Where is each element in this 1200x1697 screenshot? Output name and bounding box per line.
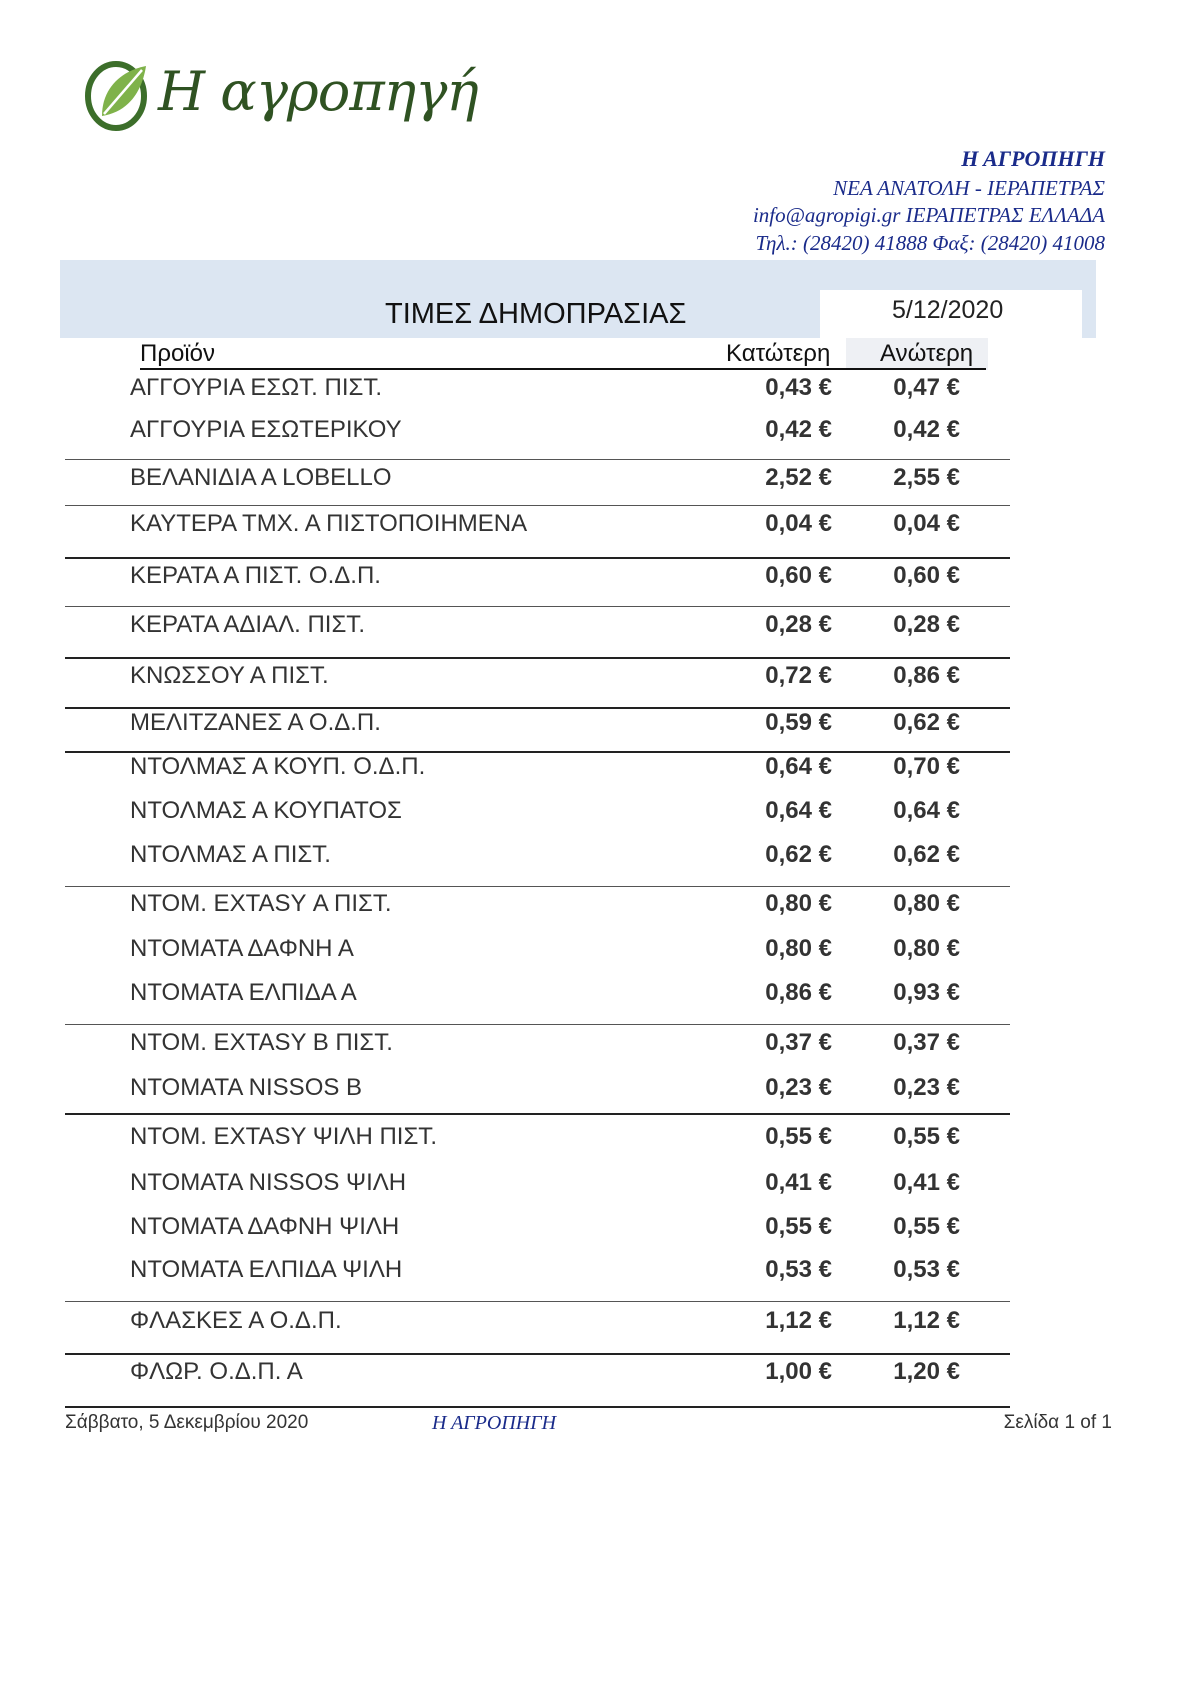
low-price: 0,23 € [765,1074,832,1101]
low-price: 0,37 € [765,1029,832,1056]
leaf-logo-icon [80,56,156,132]
high-price: 0,23 € [893,1074,960,1101]
low-price: 0,42 € [765,416,832,443]
high-price: 0,55 € [893,1123,960,1150]
low-price: 1,00 € [765,1358,832,1385]
table-row [0,935,1200,975]
product-name: ΝΤΟΛΜΑΣ Α ΠΙΣΤ. [130,841,331,868]
product-name: ΚΕΡΑΤΑ ΑΔΙΑΛ. ΠΙΣΤ. [130,611,365,638]
product-name: ΝΤΟΛΜΑΣ Α ΚΟΥΠΑΤΟΣ [130,797,402,824]
high-price: 0,47 € [893,374,960,401]
high-price: 0,93 € [893,979,960,1006]
row-divider [65,657,1010,659]
product-name: ΝΤΟΛΜΑΣ Α ΚΟΥΠ. Ο.Δ.Π. [130,753,426,780]
company-phone-line: Τηλ.: (28420) 41888 Φαξ: (28420) 41008 [755,231,1105,255]
high-price: 0,04 € [893,510,960,537]
product-name: ΝΤΟΜΑΤΑ NISSOS Β [130,1074,363,1101]
table-row [0,510,1200,550]
column-header-product: Προϊόν [140,340,216,367]
product-name: ΚΝΩΣΣΟΥ Α ΠΙΣΤ. [130,662,329,689]
high-price: 0,37 € [893,1029,960,1056]
table-row [0,1123,1200,1163]
table-row [0,416,1200,456]
column-header-low: Κατώτερη [726,340,831,367]
row-divider [65,886,1010,887]
low-price: 0,64 € [765,753,832,780]
product-name: ΝΤΟΜ. EXTASY Α ΠΙΣΤ. [130,890,392,917]
low-price: 0,28 € [765,611,832,638]
high-price: 0,62 € [893,709,960,736]
table-row [0,374,1200,414]
auction-date: 5/12/2020 [892,296,1004,324]
table-row [0,753,1200,793]
product-name: ΝΤΟΜΑΤΑ ΕΛΠΙΔΑ ΨΙΛΗ [130,1256,403,1283]
low-price: 0,43 € [765,374,832,401]
product-name: ΜΕΛΙΤΖΑΝΕΣ Α Ο.Δ.Π. [130,709,381,736]
footer-page-number: Σελίδα 1 of 1 [1003,1412,1112,1433]
high-price: 0,70 € [893,753,960,780]
footer-company: Η ΑΓΡΟΠΗΓΗ [432,1412,557,1434]
high-price: 1,12 € [893,1307,960,1334]
product-name: ΑΓΓΟΥΡΙΑ ΕΣΩΤΕΡΙΚΟΥ [130,416,402,443]
logo-wordmark: Η αγροπηγή [158,60,478,123]
table-row [0,562,1200,602]
high-price: 0,62 € [893,841,960,868]
low-price: 0,62 € [765,841,832,868]
high-price: 0,80 € [893,935,960,962]
low-price: 0,41 € [765,1169,832,1196]
page-title: ΤΙΜΕΣ ΔΗΜΟΠΡΑΣΙΑΣ [385,298,687,330]
product-name: ΝΤΟΜΑΤΑ ΕΛΠΙΔΑ Α [130,979,357,1006]
high-price: 0,60 € [893,562,960,589]
row-divider [65,1353,1010,1355]
header-underline [140,368,986,370]
table-row [0,890,1200,930]
table-row [0,1074,1200,1114]
product-name: ΝΤΟΜΑΤΑ NISSOS ΨΙΛΗ [130,1169,407,1196]
low-price: 1,12 € [765,1307,832,1334]
table-row [0,464,1200,504]
low-price: 0,80 € [765,935,832,962]
low-price: 0,60 € [765,562,832,589]
table-row [0,1213,1200,1253]
low-price: 0,86 € [765,979,832,1006]
low-price: 0,64 € [765,797,832,824]
footer-divider [65,1406,1010,1408]
high-price: 0,41 € [893,1169,960,1196]
row-divider [65,751,1010,753]
company-logo [80,50,478,150]
table-row [0,841,1200,881]
table-row [0,1256,1200,1296]
table-row [0,709,1200,749]
table-row [0,979,1200,1019]
column-header-high: Ανώτερη [880,340,974,367]
product-name: ΦΛΑΣΚΕΣ Α Ο.Δ.Π. [130,1307,342,1334]
table-row [0,662,1200,702]
row-divider [65,606,1010,607]
product-name: ΦΛΩΡ. Ο.Δ.Π. Α [130,1358,303,1385]
low-price: 0,55 € [765,1213,832,1240]
high-price: 2,55 € [893,464,960,491]
high-price: 0,55 € [893,1213,960,1240]
footer-date: Σάββατο, 5 Δεκεμβρίου 2020 [65,1412,309,1433]
product-name: ΑΓΓΟΥΡΙΑ ΕΣΩΤ. ΠΙΣΤ. [130,374,383,401]
product-name: ΝΤΟΜΑΤΑ ΔΑΦΝΗ ΨΙΛΗ [130,1213,400,1240]
high-price: 0,28 € [893,611,960,638]
product-name: ΚΑΥΤΕΡΑ ΤΜΧ. Α ΠΙΣΤΟΠΟΙΗΜΕΝΑ [130,510,528,537]
company-email-line: info@agropigi.gr ΙΕΡΑΠΕΤΡΑΣ ΕΛΛΑΔΑ [752,203,1105,227]
product-name: ΝΤΟΜ. EXTASY Β ΠΙΣΤ. [130,1029,393,1056]
low-price: 0,04 € [765,510,832,537]
low-price: 2,52 € [765,464,832,491]
table-row [0,611,1200,651]
row-divider [65,1113,1010,1115]
high-price: 0,42 € [893,416,960,443]
table-row [0,1029,1200,1069]
high-price: 1,20 € [893,1358,960,1385]
low-price: 0,80 € [765,890,832,917]
company-address: ΝΕΑ ΑΝΑΤΟΛΗ - ΙΕΡΑΠΕΤΡΑΣ [833,176,1105,200]
product-name: ΝΤΟΜ. EXTASY ΨΙΛΗ ΠΙΣΤ. [130,1123,437,1150]
product-name: ΝΤΟΜΑΤΑ ΔΑΦΝΗ Α [130,935,354,962]
table-row [0,797,1200,837]
row-divider [65,1301,1010,1302]
table-row [0,1307,1200,1347]
row-divider [65,707,1010,709]
row-divider [65,505,1010,506]
low-price: 0,55 € [765,1123,832,1150]
company-name: Η ΑΓΡΟΠΗΓΗ [961,146,1105,171]
low-price: 0,53 € [765,1256,832,1283]
row-divider [65,1024,1010,1025]
high-price: 0,64 € [893,797,960,824]
high-price: 0,53 € [893,1256,960,1283]
row-divider [65,459,1010,460]
table-row [0,1358,1200,1398]
row-divider [65,557,1010,559]
high-price: 0,80 € [893,890,960,917]
high-price: 0,86 € [893,662,960,689]
product-name: ΒΕΛΑΝΙΔΙΑ Α LOBELLO [130,464,392,491]
product-name: ΚΕΡΑΤΑ Α ΠΙΣΤ. Ο.Δ.Π. [130,562,381,589]
low-price: 0,59 € [765,709,832,736]
table-row [0,1169,1200,1209]
low-price: 0,72 € [765,662,832,689]
